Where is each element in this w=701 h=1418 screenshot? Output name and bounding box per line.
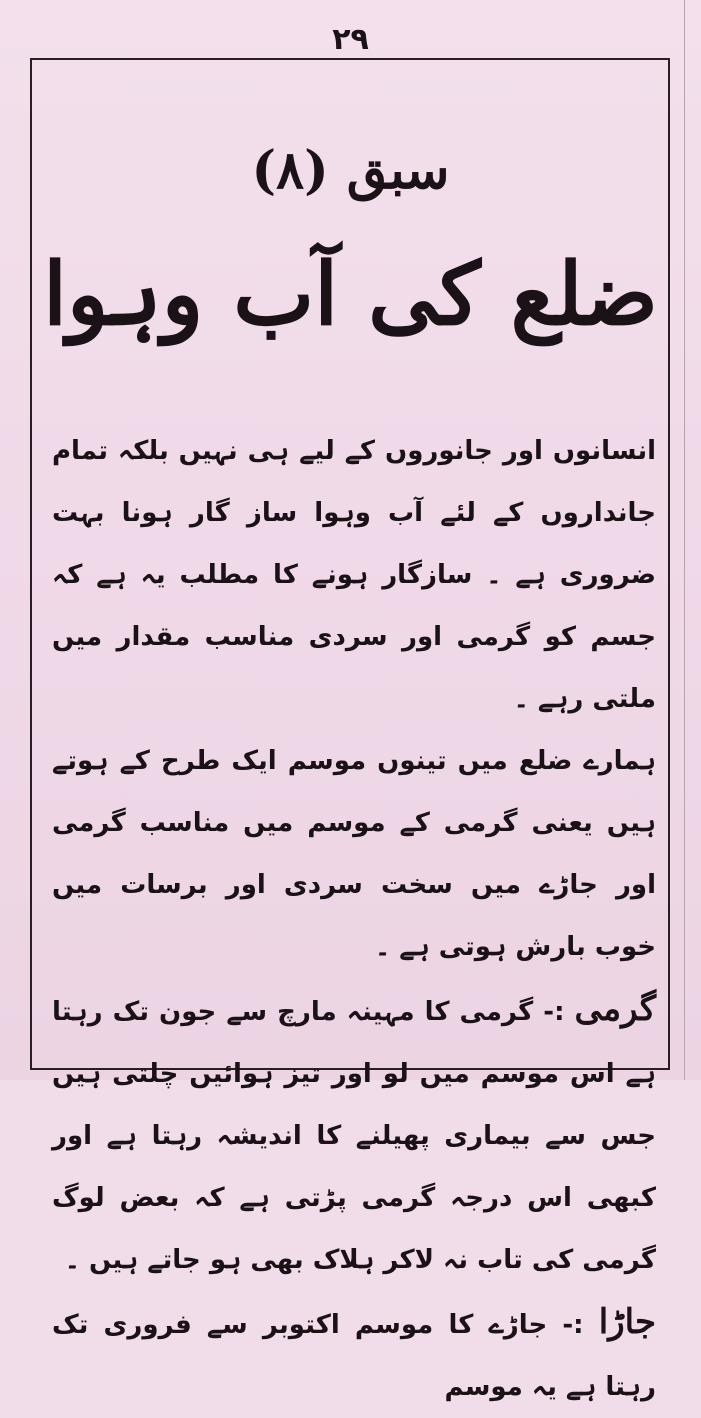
lesson-body: [52, 420, 656, 1418]
season-winter-separator: :-: [547, 1310, 599, 1340]
season-summer-text: گرمی کا مہینہ مارچ سے جون تک رہتا ہے اس موسم میں لو اور تیز ہوائیں چلتی ہیں جس سے بیماری پھیلنے کا اندیشہ رہتا ہے اور کبھی اس درجہ گرمی پڑتی ہے کہ بعض لوگ گرمی کی تاب نہ لاکر ہلاک بھی ہو جاتے ہیں ۔: [52, 997, 656, 1275]
lesson-label: سبق (۸): [251, 140, 450, 201]
season-winter-heading: جاڑا: [598, 1302, 657, 1342]
page-number: ۲۹: [332, 22, 369, 57]
paragraph-seasons-overview: ہمارے ضلع میں تینوں موسم ایک طرح کے ہوتے ہیں یعنی گرمی کے موسم میں مناسب گرمی اور جاڑے میں سخت سردی اور برسات میں خوب بارش ہوتی ہے ۔: [52, 746, 656, 962]
paragraph-intro: انسانوں اور جانوروں کے لیے ہی نہیں بلکہ تمام جانداروں کے لئے آب وہوا ساز گار ہونا بہت ضروری ہے ۔ سازگار ہونے کا مطلب یہ ہے کہ جسم کو گرمی اور سردی مناسب مقدار میں ملتی رہے ۔: [52, 436, 656, 714]
season-summer: [52, 978, 656, 1291]
season-winter-text: جاڑے کا موسم اکتوبر سے فروری تک رہتا ہے یہ موسم: [52, 1310, 656, 1402]
season-summer-separator: :-: [533, 997, 575, 1027]
chapter-title: ضلع کی آب وہوا: [43, 244, 658, 345]
season-winter: [52, 1291, 656, 1418]
season-summer-heading: گرمی: [574, 989, 657, 1029]
